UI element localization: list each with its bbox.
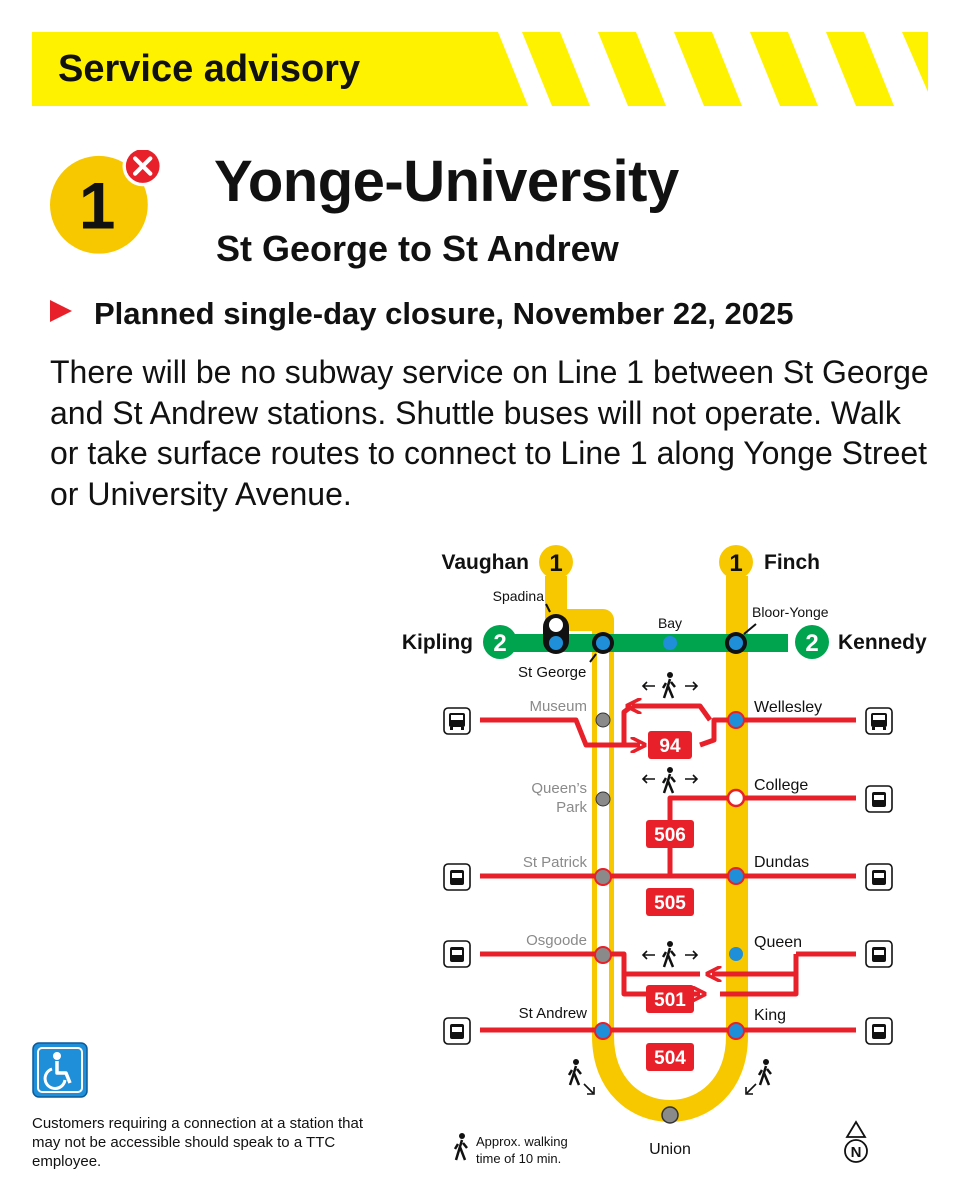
line-1-badge-vaughan: 1: [549, 550, 563, 577]
bus-icon: [444, 708, 470, 734]
legend-line-1: Approx. walking: [476, 1134, 568, 1149]
north-label: N: [850, 1144, 862, 1161]
advisory-banner: [32, 32, 928, 106]
accessible-icon: [32, 1042, 88, 1098]
station-college: [728, 790, 744, 806]
label-king: King: [754, 1007, 787, 1024]
label-osgoode: Osgoode: [526, 932, 587, 949]
station-st-andrew: [595, 1023, 611, 1039]
diversion-map: [380, 530, 940, 1180]
walk-icon-union-east: [746, 1059, 771, 1094]
walking-legend: [455, 1133, 568, 1166]
line-1-badge-finch: 1: [729, 550, 743, 577]
station-museum: [596, 713, 610, 727]
legend-line-2: time of 10 min.: [476, 1151, 562, 1166]
terminus-vaughan: Vaughan: [441, 551, 529, 574]
walk-icon-college: [643, 767, 697, 793]
route-badges: [646, 731, 694, 1071]
station-st-patrick: [595, 869, 611, 885]
label-dundas: Dundas: [754, 854, 810, 871]
label-queens-park-1: Queen’s: [531, 780, 587, 797]
station-union: [662, 1107, 678, 1123]
station-osgoode: [595, 947, 611, 963]
banner-title: Service advisory: [58, 48, 361, 90]
line-name: Yonge-University: [214, 149, 679, 214]
line-badge-number: 1: [78, 168, 116, 243]
route-506-label: 506: [654, 825, 686, 846]
line-2-badge-kennedy: 2: [805, 630, 819, 657]
station-bay: [663, 636, 677, 650]
terminus-kennedy: Kennedy: [838, 631, 927, 654]
accessible-icon: [729, 636, 743, 650]
label-museum: Museum: [529, 698, 587, 715]
route-501-label: 501: [654, 990, 686, 1011]
streetcar-icon: [866, 864, 892, 890]
arrow-right-icon: [50, 300, 72, 322]
closure-heading: [50, 296, 794, 332]
bus-icon: [866, 708, 892, 734]
streetcar-icon: [444, 1018, 470, 1044]
label-st-george: St George: [518, 664, 587, 681]
label-queen: Queen: [754, 934, 803, 951]
route-504-label: 504: [654, 1048, 686, 1069]
label-queens-park-2: Park: [556, 799, 587, 816]
label-bloor-yonge: Bloor-Yonge: [752, 604, 829, 620]
streetcar-icon: [866, 941, 892, 967]
streetcar-icon: [866, 786, 892, 812]
label-spadina: Spadina: [492, 588, 544, 604]
accessible-icon: [596, 636, 610, 650]
walk-icon: [455, 1133, 467, 1160]
station-queens-park: [596, 792, 610, 806]
closure-segment: St George to St Andrew: [216, 228, 619, 269]
walk-icon-wellesley: [643, 672, 697, 698]
streetcar-icon: [444, 941, 470, 967]
walk-icon-queen: [643, 941, 697, 967]
line-2-badge-kipling: 2: [493, 630, 507, 657]
route-94-label: 94: [659, 736, 681, 757]
station-queen: [729, 947, 743, 961]
label-st-patrick: St Patrick: [522, 854, 587, 871]
line-1-badge: [50, 150, 168, 268]
walk-icon-union-west: [569, 1059, 594, 1094]
terminus-finch: Finch: [764, 551, 820, 574]
label-bay: Bay: [657, 615, 683, 631]
station-dundas: [728, 868, 744, 884]
station-wellesley: [728, 712, 744, 728]
streetcar-icon: [444, 864, 470, 890]
route-505-label: 505: [654, 893, 686, 914]
streetcar-icon: [866, 1018, 892, 1044]
north-arrow-icon: [845, 1122, 867, 1162]
label-union: Union: [649, 1141, 691, 1158]
advisory-description: There will be no subway service on Line 1 between St George and St Andrew stations. Shuttle buses will not operate. Walk or take surface routes to connect to Line 1 along Yonge Street or University Avenue.: [50, 354, 929, 512]
label-st-andrew: St Andrew: [518, 1005, 587, 1022]
label-wellesley: Wellesley: [754, 699, 823, 716]
terminus-kipling: Kipling: [401, 631, 473, 654]
station-king: [728, 1023, 744, 1039]
accessibility-note: Customers requiring a connection at a station that may not be accessible should speak to a TTC employee.: [32, 1115, 364, 1170]
closure-text: Planned single-day closure, November 22, 2025: [94, 296, 794, 331]
label-college: College: [754, 777, 809, 794]
